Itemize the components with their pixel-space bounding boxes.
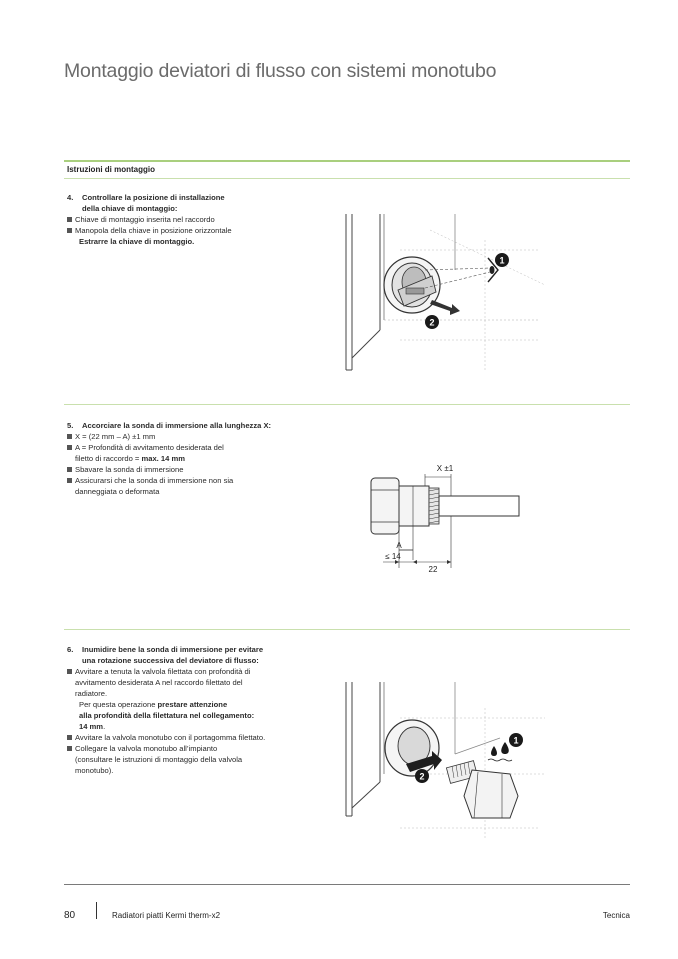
bullet-square-icon	[64, 214, 75, 225]
step-4-illustration	[340, 210, 550, 375]
callout-2: 2	[429, 317, 435, 328]
section-header	[64, 160, 630, 178]
callout-1: 1	[513, 735, 519, 746]
page-number: 80	[64, 910, 76, 921]
list-item: Sbavare la sonda di immersione	[64, 464, 304, 475]
bullet-square-icon	[64, 464, 75, 475]
list-item: Avvitare la valvola monotubo con il portagomma filettato.	[64, 732, 304, 743]
section-divider	[64, 629, 630, 630]
step-4-bullets	[64, 214, 304, 236]
footer-rule	[64, 884, 630, 885]
step-6	[64, 644, 304, 776]
list-item: Avvitare a tenuta la valvola filettata con profondità di avvitamento desiderata A nel raccordo filettato del radiatore.	[64, 666, 304, 699]
step-6-illustration	[340, 678, 550, 843]
page-title: Montaggio deviatori di flusso con sistemi monotubo	[64, 60, 497, 82]
bullet-square-icon	[64, 475, 75, 497]
footer-separator	[96, 902, 97, 919]
list-item: Collegare la valvola monotubo all’impianto (consultare le istruzioni di montaggio della valvola monotubo).	[64, 743, 304, 776]
step-5-heading-text: Accorciare la sonda di immersione alla lunghezza X:	[82, 421, 272, 430]
section-header-top-rule	[64, 160, 630, 162]
bullet-square-icon	[64, 442, 75, 464]
footer-document-name: Radiatori piatti Kermi therm-x2	[112, 911, 221, 920]
step-4	[64, 192, 304, 247]
step-5	[64, 420, 304, 497]
list-item: Assicurarsi che la sonda di immersione non sia danneggiata o deformata	[64, 475, 304, 497]
list-item: Manopola della chiave in posizione orizzontale	[64, 225, 304, 236]
step-4-heading	[64, 192, 304, 214]
list-item: X = (22 mm – A) ±1 mm	[64, 431, 304, 442]
dimension-a-label: A	[396, 541, 402, 550]
dimension-x-label: X ±1	[436, 464, 454, 473]
callout-2: 2	[419, 771, 425, 782]
dimension-22-label: 22	[428, 565, 438, 574]
step-6-bullets-more	[64, 732, 304, 776]
step-5-bullets	[64, 431, 304, 497]
step-4-number: 4.	[67, 193, 74, 202]
step-5-number: 5.	[67, 421, 74, 430]
step-6-heading	[64, 644, 304, 666]
step-5-illustration	[365, 460, 535, 575]
step-6-heading-text: Inumidire bene la sonda di immersione per evitare una rotazione successiva del deviatore di flusso:	[82, 645, 264, 665]
step-6-number: 6.	[67, 645, 74, 654]
footer-section-name: Tecnica	[602, 911, 630, 920]
dimension-le14-label: ≤ 14	[385, 552, 401, 561]
figure-step-5	[365, 460, 535, 575]
bullet-square-icon	[64, 732, 75, 743]
step-5-heading	[64, 420, 304, 431]
bullet-square-icon	[64, 431, 75, 442]
list-item: Chiave di montaggio inserita nel raccordo	[64, 214, 304, 225]
section-header-label: Istruzioni di montaggio	[67, 165, 155, 174]
step-4-heading-text: Controllare la posizione di installazione della chiave di montaggio:	[82, 193, 225, 213]
step-4-instruction: Estrarre la chiave di montaggio.	[79, 237, 195, 246]
bullet-square-icon	[64, 743, 75, 776]
list-item: A = Profondità di avvitamento desiderata del filetto di raccordo = max. 14 mm	[64, 442, 304, 464]
section-divider	[64, 404, 630, 405]
figure-step-4	[340, 210, 550, 375]
figure-step-6	[340, 678, 550, 843]
step-6-bullets	[64, 666, 304, 699]
step-6-note: Per questa operazione prestare attenzione alla profondità della filettatura nel collegamento: 14 mm.	[79, 700, 255, 731]
bullet-square-icon	[64, 225, 75, 236]
callout-1: 1	[499, 255, 505, 266]
bullet-square-icon	[64, 666, 75, 699]
section-header-bottom-rule	[64, 178, 630, 179]
